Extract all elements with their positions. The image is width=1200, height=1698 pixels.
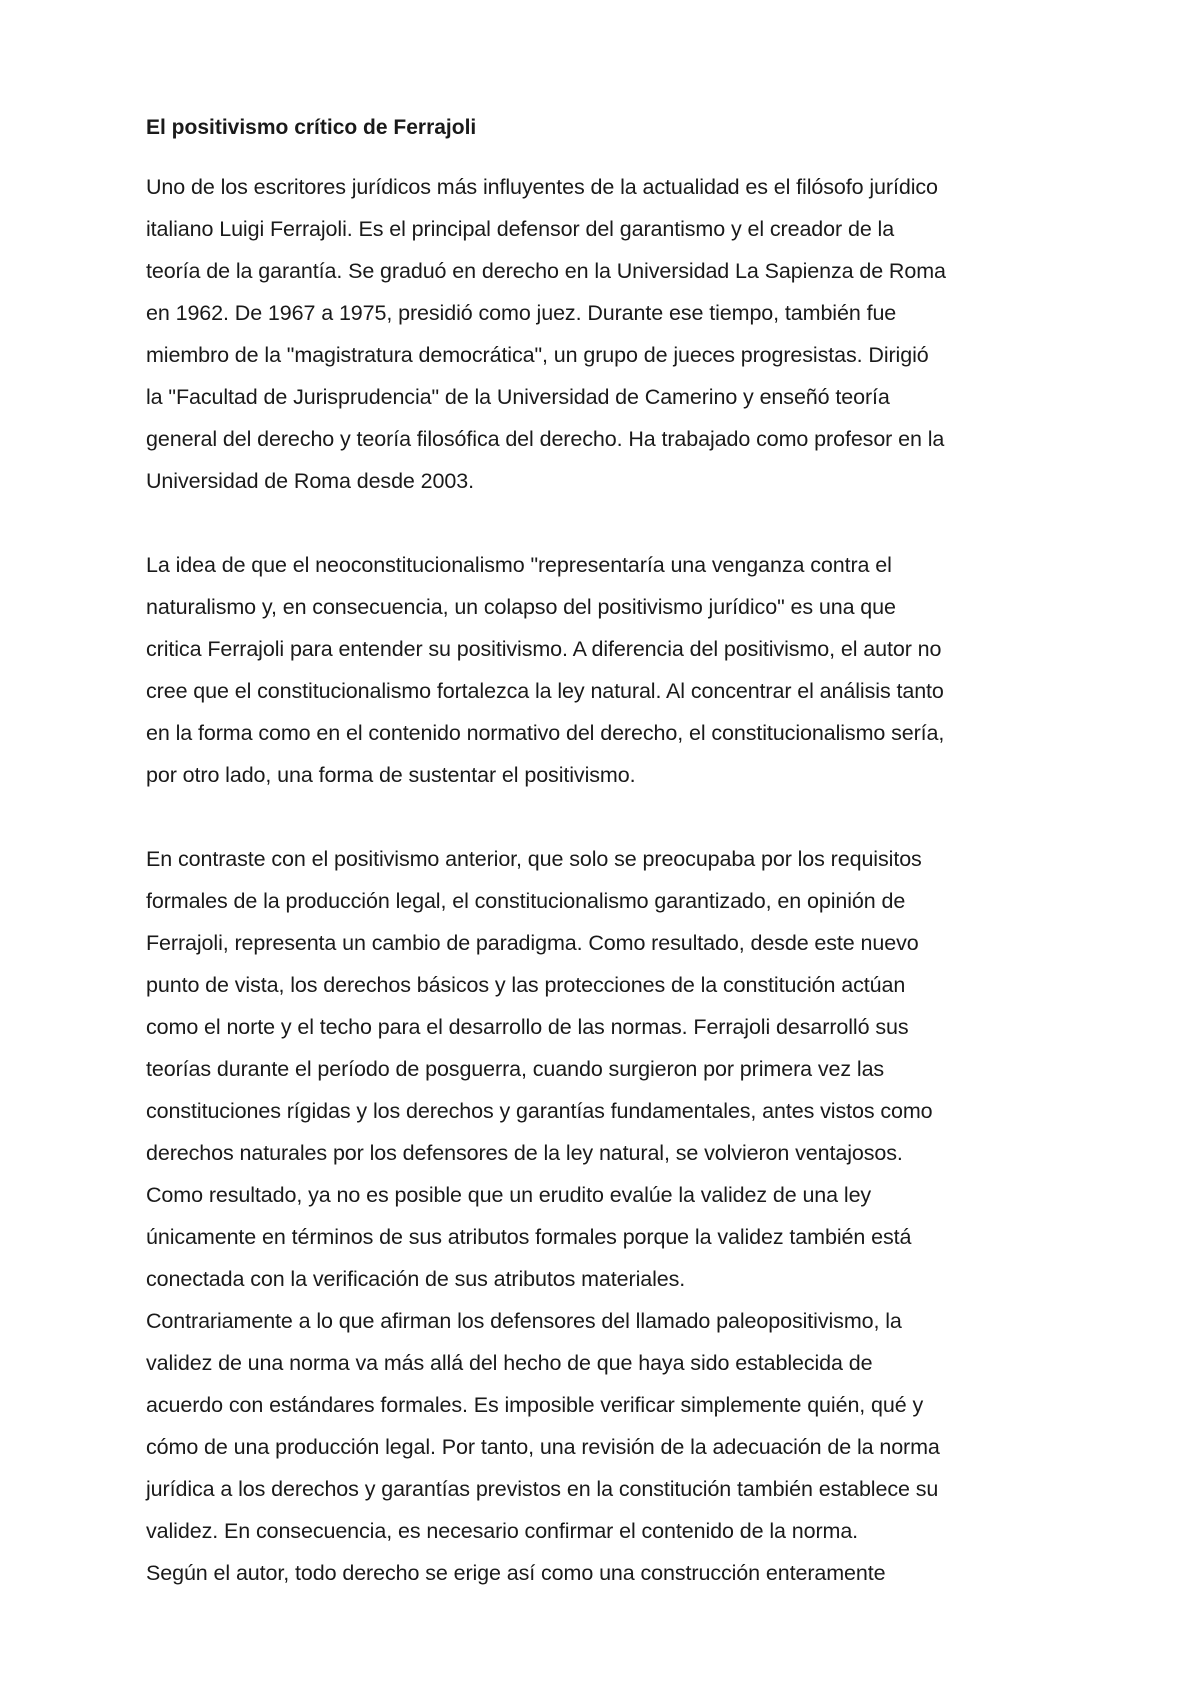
paragraph-line: constituciones rígidas y los derechos y garantías fundamentales, antes vistos como <box>146 1099 933 1123</box>
paragraph-line: derechos naturales por los defensores de la ley natural, se volvieron ventajosos. <box>146 1141 903 1165</box>
paragraph-line: La idea de que el neoconstitucionalismo "representaría una venganza contra el <box>146 553 892 577</box>
paragraph-line: cree que el constitucionalismo fortalezca la ley natural. Al concentrar el análisis tanto <box>146 679 944 703</box>
paragraph-line: jurídica a los derechos y garantías previstos en la constitución también establece su <box>146 1477 939 1501</box>
document-body <box>146 113 1076 1594</box>
paragraph-2 <box>146 544 1076 796</box>
paragraph-line: únicamente en términos de sus atributos formales porque la validez también está <box>146 1225 912 1249</box>
paragraph-line: Según el autor, todo derecho se erige así como una construcción enteramente <box>146 1561 886 1585</box>
paragraph-line: validez de una norma va más allá del hecho de que haya sido establecida de <box>146 1351 873 1375</box>
paragraph-spacer <box>146 796 1076 838</box>
paragraph-line: formales de la producción legal, el constitucionalismo garantizado, en opinión de <box>146 889 906 913</box>
paragraph-spacer <box>146 502 1076 544</box>
paragraph-line: general del derecho y teoría filosófica del derecho. Ha trabajado como profesor en la <box>146 427 945 451</box>
paragraph-line: Como resultado, ya no es posible que un erudito evalúe la validez de una ley <box>146 1183 872 1207</box>
paragraph-line: En contraste con el positivismo anterior, que solo se preocupaba por los requisitos <box>146 847 922 871</box>
paragraph-line: critica Ferrajoli para entender su positivismo. A diferencia del positivismo, el autor no <box>146 637 942 661</box>
paragraph-line: acuerdo con estándares formales. Es imposible verificar simplemente quién, qué y <box>146 1393 924 1417</box>
document-title: El positivismo crítico de Ferrajoli <box>146 116 477 139</box>
paragraph-line: punto de vista, los derechos básicos y las protecciones de la constitución actúan <box>146 973 906 997</box>
paragraph-line: Contrariamente a lo que afirman los defensores del llamado paleopositivismo, la <box>146 1309 902 1333</box>
paragraph-line: miembro de la "magistratura democrática", un grupo de jueces progresistas. Dirigió <box>146 343 929 367</box>
paragraph-line: teorías durante el período de posguerra, cuando surgieron por primera vez las <box>146 1057 885 1081</box>
paragraph-line: italiano Luigi Ferrajoli. Es el principal defensor del garantismo y el creador de la <box>146 217 895 241</box>
paragraph-3 <box>146 838 1076 1594</box>
paragraph-line: naturalismo y, en consecuencia, un colapso del positivismo jurídico" es una que <box>146 595 896 619</box>
paragraph-line: por otro lado, una forma de sustentar el positivismo. <box>146 763 636 787</box>
paragraph-line: Universidad de Roma desde 2003. <box>146 469 474 493</box>
paragraph-line: conectada con la verificación de sus atributos materiales. <box>146 1267 686 1291</box>
paragraph-line: Ferrajoli, representa un cambio de paradigma. Como resultado, desde este nuevo <box>146 931 919 955</box>
paragraph-line: en la forma como en el contenido normativo del derecho, el constitucionalismo sería, <box>146 721 945 745</box>
paragraph-line: como el norte y el techo para el desarrollo de las normas. Ferrajoli desarrolló sus <box>146 1015 909 1039</box>
paragraph-line: la "Facultad de Jurisprudencia" de la Universidad de Camerino y enseñó teoría <box>146 385 890 409</box>
paragraph-line: en 1962. De 1967 a 1975, presidió como juez. Durante ese tiempo, también fue <box>146 301 897 325</box>
paragraph-line: cómo de una producción legal. Por tanto, una revisión de la adecuación de la norma <box>146 1435 940 1459</box>
paragraph-line: teoría de la garantía. Se graduó en derecho en la Universidad La Sapienza de Roma <box>146 259 946 283</box>
paragraph-line: Uno de los escritores jurídicos más influyentes de la actualidad es el filósofo jurídico <box>146 175 938 199</box>
paragraph-line: validez. En consecuencia, es necesario confirmar el contenido de la norma. <box>146 1519 859 1543</box>
paragraph-1 <box>146 166 1076 502</box>
